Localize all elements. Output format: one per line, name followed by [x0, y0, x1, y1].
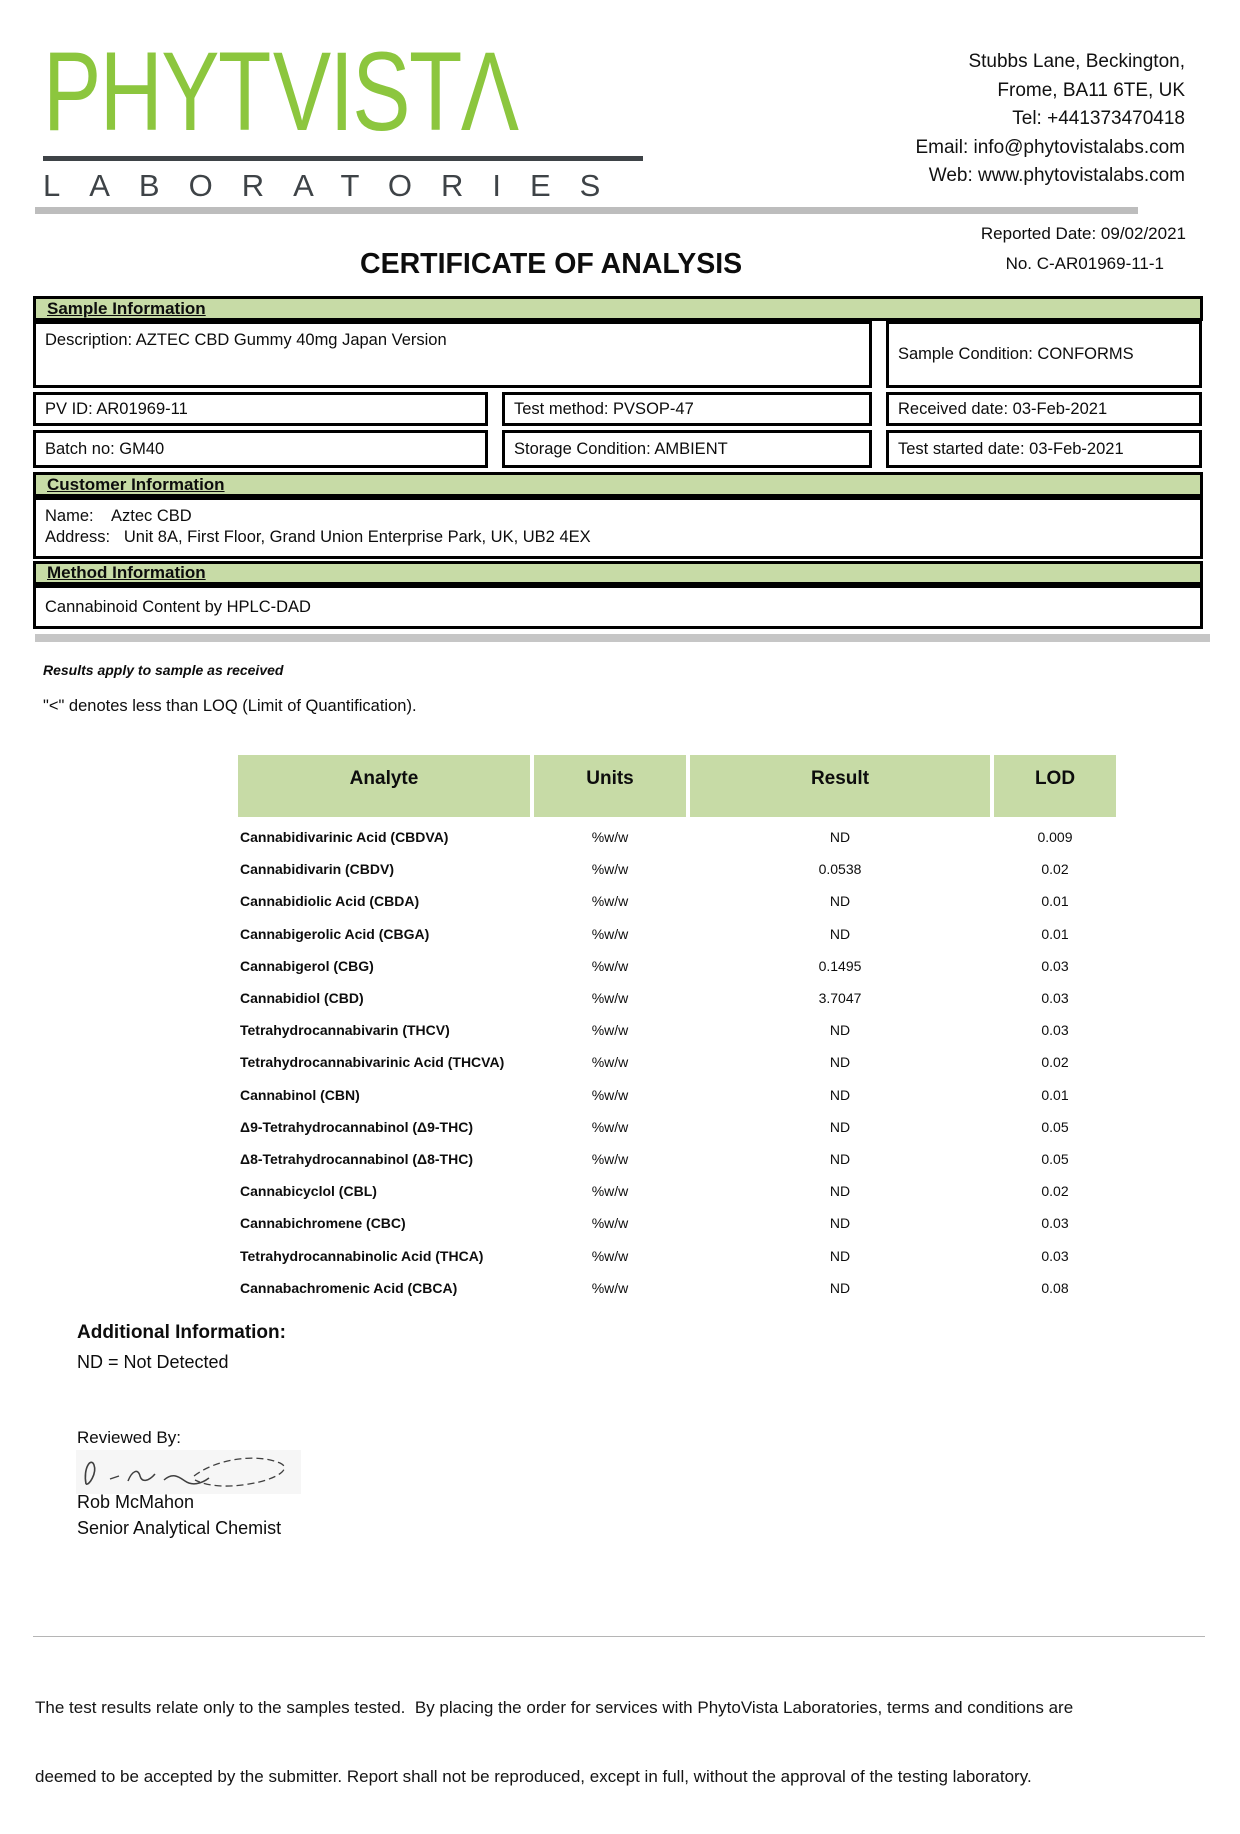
lod-value: 0.01 [1041, 1086, 1069, 1103]
result-value: ND [829, 1279, 851, 1296]
lod-value: 0.08 [1041, 1279, 1069, 1296]
lod-value: 0.01 [1041, 893, 1069, 910]
results-table [238, 755, 1116, 1304]
storage-condition-cell: Storage Condition: AMBIENT [502, 430, 872, 468]
lod-value: 0.03 [1041, 1215, 1069, 1232]
contact-address-line2: Frome, BA11 6TE, UK [997, 79, 1185, 101]
units-value: %w/w [591, 1118, 629, 1135]
lod-value: 0.02 [1041, 1183, 1069, 1200]
signature-icon [76, 1450, 306, 1494]
analyte-name: Cannabigerolic Acid (CBGA) [240, 925, 430, 942]
sample-condition-cell: Sample Condition: CONFORMS [886, 321, 1202, 388]
table-row [238, 950, 1116, 982]
analyte-name: Cannabidivarinic Acid (CBDVA) [240, 829, 449, 846]
result-value: 3.7047 [818, 990, 862, 1007]
signer-name: Rob McMahon [77, 1492, 195, 1512]
units-value: %w/w [591, 925, 629, 942]
result-value: ND [829, 829, 851, 846]
table-row [238, 1272, 1116, 1304]
reviewed-by-label: Reviewed By: [77, 1428, 181, 1447]
logo-text-a: Λ [460, 29, 518, 154]
analyte-name: Tetrahydrocannabivarin (THCV) [240, 1022, 450, 1039]
units-value: %w/w [591, 957, 629, 974]
units-value: %w/w [591, 1054, 629, 1071]
table-row [238, 1207, 1116, 1239]
logo-divider [43, 156, 643, 161]
analyte-name: Δ8-Tetrahydrocannabinol (Δ8-THC) [240, 1150, 473, 1167]
lod-value: 0.03 [1041, 957, 1069, 974]
footer-disclaimer [35, 1650, 1125, 1834]
sample-description-cell: Description: AZTEC CBD Gummy 40mg Japan Version [33, 321, 872, 388]
section-shadow-bar [35, 634, 1210, 642]
pv-id-cell: PV ID: AR01969-11 [33, 392, 488, 426]
table-row [238, 918, 1116, 950]
table-row [238, 1014, 1116, 1046]
result-value: ND [829, 893, 851, 910]
phytovista-logo [43, 29, 643, 204]
lod-value: 0.01 [1041, 925, 1069, 942]
result-value: ND [829, 1150, 851, 1167]
lab-contact-block [725, 48, 1185, 191]
table-row [238, 853, 1116, 885]
page-title: CERTIFICATE OF ANALYSIS [360, 248, 743, 280]
units-value: %w/w [591, 1279, 629, 1296]
received-date-cell: Received date: 03-Feb-2021 [886, 392, 1202, 426]
footer-divider [33, 1636, 1205, 1637]
units-value: %w/w [591, 1215, 629, 1232]
contact-address-line1: Stubbs Lane, Beckington, [968, 51, 1185, 72]
analyte-name: Cannabidivarin (CBDV) [240, 861, 395, 878]
result-value: ND [829, 1215, 851, 1232]
units-value: %w/w [591, 893, 629, 910]
table-row [238, 1175, 1116, 1207]
footer-line1: The test results relate only to the samples tested. By placing the order for services with PhytoVista Laboratories, terms and conditions are [35, 1698, 1074, 1717]
table-row [238, 885, 1116, 917]
footer-line2: deemed to be accepted by the submitter. Report shall not be reproduced, except in full, without the approval of the testing laboratory. [35, 1767, 1032, 1786]
logo-text-phyt: PHYT [43, 29, 270, 154]
units-value: %w/w [591, 990, 629, 1007]
test-method-cell: Test method: PVSOP-47 [502, 392, 872, 426]
result-value: 0.1495 [818, 957, 862, 974]
result-value: ND [829, 1086, 851, 1103]
analyte-name: Cannabinol (CBN) [240, 1086, 360, 1103]
result-value: ND [829, 1247, 851, 1264]
lod-value: 0.03 [1041, 990, 1069, 1007]
units-value: %w/w [591, 1150, 629, 1167]
contact-web: Web: www.phytovistalabs.com [928, 165, 1185, 186]
analyte-name: Cannabicyclol (CBL) [240, 1183, 377, 1200]
analyte-name: Cannabigerol (CBG) [240, 957, 374, 974]
units-value: %w/w [591, 1247, 629, 1264]
customer-information-header: Customer Information [33, 472, 1203, 497]
test-started-cell: Test started date: 03-Feb-2021 [886, 430, 1202, 468]
logo-text-vist: VIST [272, 29, 461, 154]
analyte-name: Cannabichromene (CBC) [240, 1215, 406, 1232]
lod-value: 0.03 [1041, 1022, 1069, 1039]
lod-value: 0.03 [1041, 1247, 1069, 1264]
analyte-name: Δ9-Tetrahydrocannabinol (Δ9-THC) [240, 1118, 473, 1135]
analyte-name: Cannabachromenic Acid (CBCA) [240, 1279, 458, 1296]
lod-value: 0.02 [1041, 861, 1069, 878]
col-header-analyte: Analyte [238, 755, 530, 817]
sample-information-header: Sample Information [33, 296, 1203, 321]
table-row [238, 1111, 1116, 1143]
units-value: %w/w [591, 1022, 629, 1039]
table-row [238, 982, 1116, 1014]
table-row [238, 1143, 1116, 1175]
lod-value: 0.05 [1041, 1150, 1069, 1167]
result-value: ND [829, 1022, 851, 1039]
nd-definition: ND = Not Detected [77, 1352, 229, 1372]
table-row [238, 1046, 1116, 1078]
contact-email: Email: info@phytovistalabs.com [915, 136, 1185, 158]
results-table-header [238, 755, 1116, 817]
col-header-result: Result [690, 755, 990, 817]
customer-info-cell [33, 497, 1203, 559]
certificate-number: No. C-AR01969-11-1 [1005, 254, 1164, 273]
units-value: %w/w [591, 861, 629, 878]
lod-value: 0.02 [1041, 1054, 1069, 1071]
col-header-units: Units [534, 755, 686, 817]
result-value: ND [829, 1118, 851, 1135]
lod-value: 0.05 [1041, 1118, 1069, 1135]
analyte-name: Tetrahydrocannabivarinic Acid (THCVA) [240, 1054, 505, 1071]
col-header-lod: LOD [994, 755, 1116, 817]
logo-wordmark [43, 29, 518, 154]
analyte-name: Tetrahydrocannabinolic Acid (THCA) [240, 1247, 484, 1264]
result-value: ND [829, 925, 851, 942]
lod-value: 0.009 [1037, 829, 1073, 846]
customer-name: Name: Aztec CBD [45, 507, 192, 525]
result-value: ND [829, 1054, 851, 1071]
header-shadow-bar [35, 207, 1138, 214]
loq-note: "<" denotes less than LOQ (Limit of Quantification). [43, 697, 417, 715]
additional-information-title: Additional Information: [77, 1322, 286, 1343]
customer-address: Address: Unit 8A, First Floor, Grand Union Enterprise Park, UK, UB2 4EX [45, 528, 591, 546]
table-row [238, 1239, 1116, 1271]
units-value: %w/w [591, 829, 629, 846]
table-row [238, 1079, 1116, 1111]
table-row [238, 821, 1116, 853]
method-information-header: Method Information [33, 561, 1203, 585]
result-value: ND [829, 1183, 851, 1200]
method-value-cell: Cannabinoid Content by HPLC-DAD [33, 585, 1203, 629]
units-value: %w/w [591, 1086, 629, 1103]
results-as-received-note: Results apply to sample as received [43, 662, 284, 678]
signer-title: Senior Analytical Chemist [77, 1518, 282, 1538]
result-value: 0.0538 [818, 861, 862, 878]
units-value: %w/w [591, 1183, 629, 1200]
analyte-name: Cannabidiol (CBD) [240, 990, 364, 1007]
logo-subtitle: LABORATORIES [43, 167, 630, 203]
reported-date: Reported Date: 09/02/2021 [980, 224, 1186, 243]
contact-tel: Tel: +441373470418 [1012, 108, 1185, 129]
batch-no-cell: Batch no: GM40 [33, 430, 488, 468]
analyte-name: Cannabidiolic Acid (CBDA) [240, 893, 420, 910]
